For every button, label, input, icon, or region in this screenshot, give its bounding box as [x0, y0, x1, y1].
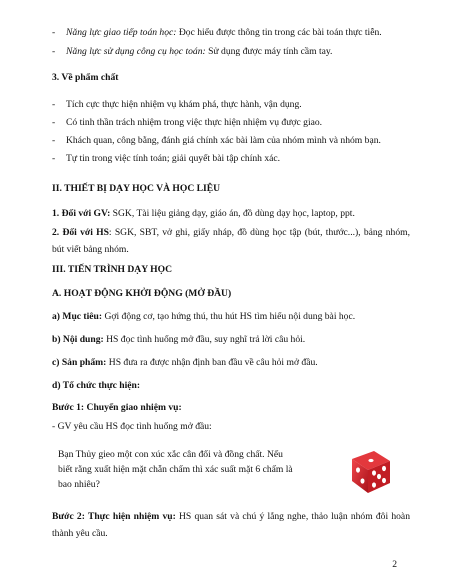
qualities-heading: 3. Về phẩm chất: [52, 72, 119, 83]
bullet-dash: -: [52, 46, 56, 57]
content-line: b) Nội dung: HS đọc tình huống mở đầu, suy nghĩ trả lời câu hỏi.: [52, 334, 306, 345]
competency-item-communication: Năng lực giao tiếp toán học: Đọc hiểu được thông tin trong các bài toán thực tiễn.: [66, 27, 382, 38]
situation-box: [52, 441, 392, 505]
organize-heading: d) Tổ chức thực hiện:: [52, 380, 141, 391]
competency-item-tools: Năng lực sử dụng công cụ học toán: Sử dụng được máy tính cầm tay.: [66, 46, 333, 57]
bullet-dash: -: [52, 27, 56, 38]
section-2-heading: II. THIẾT BỊ DẠY HỌC VÀ HỌC LIỆU: [52, 183, 221, 194]
quality-item: Tự tin trong việc tính toán; giải quyết bài tập chính xác.: [66, 153, 281, 164]
bullet-dash: -: [52, 153, 56, 164]
step-1-instruction: - GV yêu cầu HS đọc tình huống mở đầu:: [52, 421, 212, 432]
product-line: c) Sản phẩm: HS đưa ra được nhận định ban đầu về câu hỏi mở đầu.: [52, 357, 318, 368]
bullet-dash: -: [52, 135, 56, 146]
bullet-dash: -: [52, 99, 56, 110]
step-2-line: Bước 2: Thực hiện nhiệm vụ: HS quan sát và chú ý lắng nghe, thảo luận nhóm đôi hoàn thành yêu cầu.: [52, 511, 410, 539]
step-1-heading: Bước 1: Chuyển giao nhiệm vụ:: [52, 402, 182, 413]
quality-item: Tích cực thực hiện nhiệm vụ khám phá, thực hành, vận dụng.: [66, 99, 302, 110]
red-dice-icon: [344, 445, 396, 502]
section-3-heading: III. TIẾN TRÌNH DẠY HỌC: [52, 264, 173, 275]
quality-item: Có tinh thần trách nhiệm trong việc thực hiện nhiệm vụ được giao.: [66, 117, 323, 128]
student-resources: 2. Đối với HS: SGK, SBT, vở ghi, giấy nháp, đồ dùng học tập (bút, thước...), bảng nhóm, bút viết bảng nhóm.: [52, 227, 410, 255]
bullet-dash: -: [52, 117, 56, 128]
quality-item: Khách quan, công bằng, đánh giá chính xác bài làm của nhóm mình và nhóm bạn.: [66, 135, 381, 146]
teacher-resources: 1. Đối với GV: SGK, Tài liệu giảng dạy, giáo án, đồ dùng dạy học, laptop, ppt.: [52, 208, 355, 219]
page-number: 2: [392, 559, 397, 570]
goal-line: a) Mục tiêu: Gợi động cơ, tạo hứng thú, thu hút HS tìm hiểu nội dung bài học.: [52, 311, 356, 322]
situation-text: Bạn Thủy gieo một con xúc xắc cân đối và đồng chất. Nếu biết rằng xuất hiện mặt chẵn chấm thì xác suất mặt 6 chấm là bao nhiêu?: [58, 449, 293, 490]
activity-a-heading: A. HOẠT ĐỘNG KHỞI ĐỘNG (MỞ ĐẦU): [52, 288, 232, 299]
